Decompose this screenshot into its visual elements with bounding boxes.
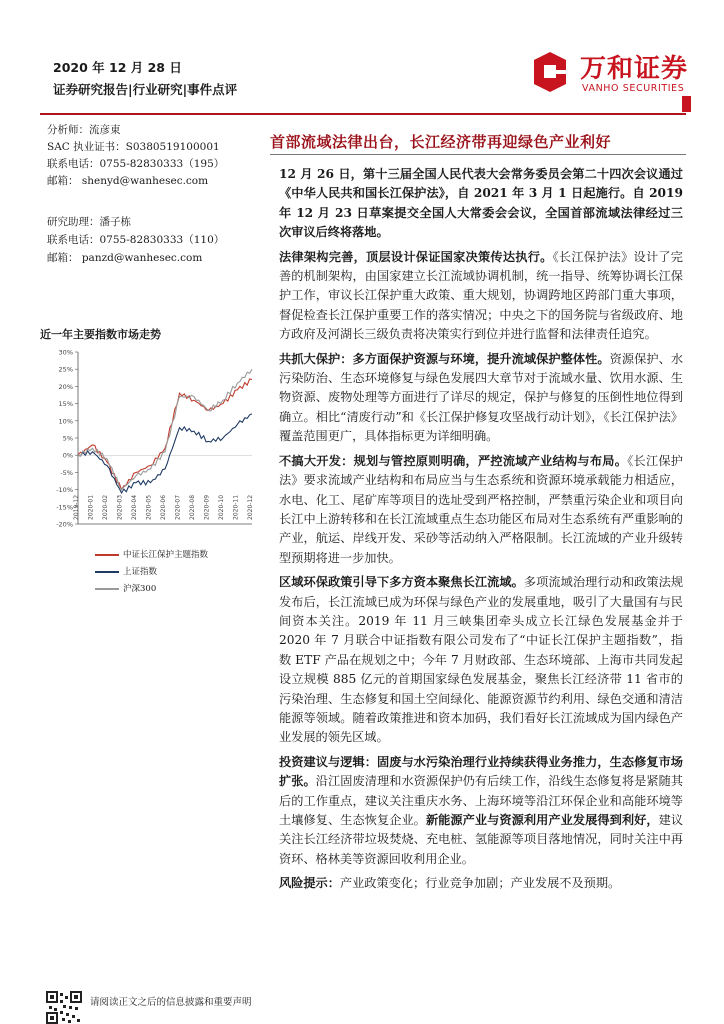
analyst-phone: 联系电话：0755-82830333（195） (47, 158, 225, 170)
x-tick-label: 2020-03 (116, 494, 124, 520)
y-tick-label: 20% (58, 382, 73, 391)
paragraph-text: 资源保护、水污染防治、生态环境修复与绿色发展四大章节对于流域水量、饮用水源、生物资源、废物处理等方面进行了详尽的规定，保护与修复的压倒性地位得到确立。相比“清废行动”和《长江保护修复攻坚战行动计划》，《长江保护法》覆盖范围更广，具体指标更为详细明确。 (279, 351, 684, 444)
x-tick-label: 2020-10 (218, 494, 225, 520)
assistant-email: 邮箱： panzd@wanhesec.com (47, 252, 203, 264)
logo-accent-bar (682, 96, 691, 112)
company-logo (528, 48, 688, 100)
x-tick-label: 2020-01 (87, 494, 95, 520)
x-tick-label: 2020-08 (189, 494, 196, 520)
x-tick-label: 2020-12 (247, 494, 254, 520)
report-date: 2020 年 12 月 28 日 (53, 60, 182, 75)
paragraph-lead: 法律架构完善，顶层设计保证国家决策传达执行。 (279, 249, 553, 264)
page-title: 首部流域法律出台，长江经济带再迎绿色产业利好 (270, 133, 612, 151)
y-tick-label: -20% (56, 520, 73, 529)
paragraph-text: 沿江固废清理和水资源保护仍有后续工作，沿线生态修复将是紧随其后的工作重点，建议关注重庆水务、上海环境等沿江环保企业和高能环境等土壤修复、生态恢复企业。 (279, 774, 684, 827)
x-tick-label: 2020-05 (145, 494, 153, 520)
paragraph-protection (279, 350, 683, 447)
x-tick-label: 2020-06 (160, 494, 167, 520)
y-tick-label: -5% (60, 468, 73, 477)
title-divider (270, 154, 686, 155)
logo-mark-icon (528, 48, 574, 94)
header-divider (40, 113, 686, 115)
legend-swatch (95, 554, 119, 556)
y-tick-label: -10% (56, 486, 73, 495)
paragraph-text-2: 建议关注长江经济带垃圾焚烧、充电桩、氢能源等项目落地情况，同时关注中再资环、格林美等资源回收利用企业。 (279, 813, 684, 866)
x-tick-label: 2020-09 (203, 494, 211, 520)
legend-label: 中证长江保护主题指数 (123, 550, 209, 560)
logo-chinese-name: 万和证券 (580, 54, 689, 84)
legend-swatch (95, 588, 119, 590)
paragraph-investment (279, 753, 683, 869)
legend-swatch (95, 571, 119, 573)
paragraph-capital (279, 573, 683, 748)
y-tick-label: 15% (58, 400, 73, 409)
series-line-2 (78, 369, 252, 489)
paragraph-text: 多项流域治理行动和政策法规发布后，长江流域已成为环保与绿色产业的发展重地，吸引了大量国有与民间资本关注。2019 年 11 月三峡集团牵头成立长江绿色发展基金并于 2020 年 7 月联合中证指数有限公司发布了“中证长江保护主题指数”，指数 ETF 产品在规划之中；今年 7 月财政部、生态环境部、上海市共同发起设立规模 885 亿元的首期国家绿色发展基金，聚焦长江经济带 11 省市的污染治理、生态修复和国土空间绿化、能源资源节约利用、绿色交通和清洁能源等领域。随着政策推进和资本加码，我们看好长江流域成为国内绿色产业发展的领先区域。 (279, 575, 684, 745)
x-tick-label: 2020-02 (102, 494, 109, 520)
legend-label: 上证指数 (123, 567, 158, 577)
logo-english-name: VANHO SECURITIES (582, 83, 685, 94)
index-trend-chart (40, 340, 260, 545)
analyst-email: 邮箱： shenyd@wanhesec.com (47, 175, 209, 187)
x-tick-label: 2019-12 (73, 494, 80, 520)
legend-label: 沪深300 (123, 584, 157, 594)
legend-item-csi300 (95, 582, 156, 594)
y-tick-label: -15% (56, 503, 73, 512)
article-body (279, 165, 683, 899)
legend-item-shanghai (95, 565, 157, 577)
y-tick-label: 30% (58, 348, 73, 357)
x-tick-label: 2020-07 (174, 494, 182, 520)
paragraph-intro (279, 165, 683, 243)
paragraph-lead-2: 新能源产业与资源利用产业发展得到利好， (425, 813, 659, 827)
paragraph-text: 产业政策变化；行业竞争加剧；产业发展不及预期。 (339, 876, 621, 891)
qr-code (46, 991, 82, 1024)
paragraph-lead: 投资建议与逻辑：固废与水污染治理行业持续获得业务推力，生态修复市场扩张。 (279, 754, 683, 789)
analyst-name: 分析师：流彦東 (47, 124, 121, 136)
disclaimer-notice: 请阅读正文之后的信息披露和重要声明 (90, 997, 252, 1008)
paragraph-risk (279, 874, 683, 893)
sidebar-chart-title: 近一年主要指数市场走势 (40, 328, 161, 341)
y-tick-label: 5% (62, 434, 73, 443)
y-tick-label: 10% (58, 417, 73, 426)
legend-item-yangtze (95, 548, 208, 560)
paragraph-legal-framework (279, 248, 683, 345)
assistant-phone: 联系电话：0755-82830333（110） (47, 234, 225, 246)
paragraph-lead: 不搞大开发：规划与管控原则明确，严控流域产业结构与布局。 (279, 453, 628, 468)
paragraph-lead: 风险提示： (279, 876, 340, 891)
x-tick-label: 2020-11 (232, 494, 240, 520)
index-trend-svg (40, 340, 260, 545)
y-tick-label: 0% (62, 451, 73, 460)
paragraph-lead: 12 月 26 日，第十三届全国人民代表大会常务委员会第二十四次会议通过《中华人民共和国长江保护法》，自 2021 年 3 月 1 日起施行。自 2019 年 12 月 23 日草案提交全国人大常委会会议，全国首部流域法律经过三次审议后终将落地。 (279, 167, 683, 240)
analyst-sac: SAC 执业证书：S0380519100001 (47, 141, 220, 153)
paragraph-text: 《长江保护法》设计了完善的机制架构，由国家建立长江流域协调机制，统一指导、统筹协调长江保护工作，审议长江保护重大政策、重大规划，协调跨地区跨部门重大事项，督促检查长江保护重要工作的落实情况；中央之下的国务院与省级政府、地方政府及河湖长三级负责将决策实行到位并进行监督和法律责任追究。 (279, 249, 683, 342)
paragraph-planning (279, 452, 683, 568)
x-tick-label: 2020-04 (131, 494, 138, 520)
paragraph-lead: 共抓大保护：多方面保护资源与环境，提升流域保护整体性。 (279, 351, 610, 366)
assistant-name: 研究助理：潘子栋 (47, 216, 131, 228)
paragraph-lead: 区域环保政策引导下多方资本聚焦长江流域。 (279, 575, 524, 590)
report-type: 证券研究报告|行业研究|事件点评 (53, 82, 238, 97)
y-tick-label: 25% (58, 365, 73, 374)
series-line-1 (78, 414, 252, 493)
paragraph-text: 《长江保护法》要求流域产业结构和布局应当与生态系统和资源环境承载能力相适应，水电、化工、尾矿库等项目的选址受到严格控制，严禁重污染企业和项目向长江中上游转移和在长江流域重点生态功能区布局对生态系统有严重影响的产业，航运、岸线开发、采砂等活动纳入严格限制。长江流域的产业升级转型预期将进一步加快。 (279, 453, 683, 565)
